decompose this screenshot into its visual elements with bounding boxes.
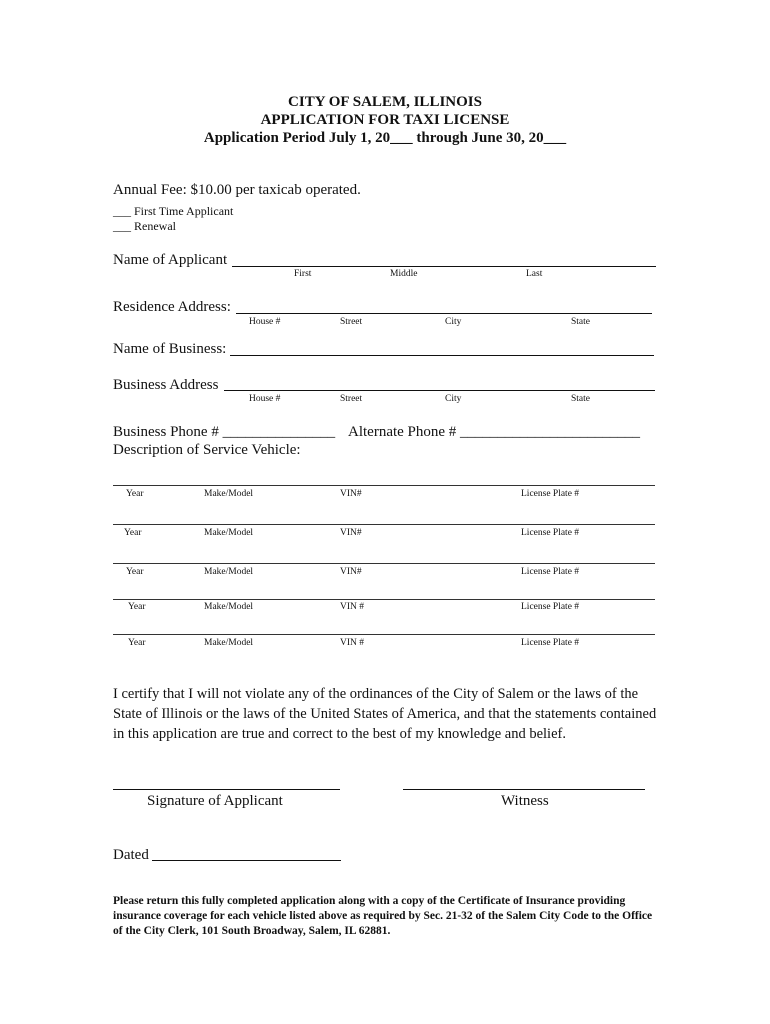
renewal-option[interactable]: ___ Renewal xyxy=(113,219,176,233)
applicant-signature-field[interactable] xyxy=(113,789,340,790)
vehicle-make-model-label: Make/Model xyxy=(204,528,254,538)
vehicle-row-line[interactable] xyxy=(113,485,655,486)
business-name-field[interactable] xyxy=(230,355,654,356)
header-period: Application Period July 1, 20___ through June 30, 20___ xyxy=(203,130,567,146)
vehicle-vin-label: VIN # xyxy=(340,602,365,612)
vehicle-section-title: Description of Service Vehicle: xyxy=(113,442,301,458)
vehicle-vin-label: VIN # xyxy=(340,638,365,648)
business-name-label: Name of Business: xyxy=(113,341,227,357)
last-sublabel: Last xyxy=(526,269,543,279)
header-city: CITY OF SALEM, ILLINOIS xyxy=(288,94,482,110)
residence-state-sublabel: State xyxy=(571,317,590,327)
return-instructions: Please return this fully completed application along with a copy of the Certificate of Insurance providing insurance coverage for each vehicle listed above as required by Sec. 21-32 of the Salem City Code to the Office of the City Clerk, 101 South Broadway, Salem, IL 62881. xyxy=(113,895,653,937)
vehicle-year-label: Year xyxy=(128,602,146,612)
vehicle-plate-label: License Plate # xyxy=(521,602,580,612)
vehicle-make-model-label: Make/Model xyxy=(204,638,254,648)
vehicle-vin-label: VIN# xyxy=(340,528,362,538)
residence-address-field[interactable] xyxy=(236,313,652,314)
vehicle-row-line[interactable] xyxy=(113,634,655,635)
first-sublabel: First xyxy=(294,269,312,279)
vehicle-plate-label: License Plate # xyxy=(521,489,580,499)
applicant-name-field[interactable] xyxy=(232,266,656,267)
vehicle-year-label: Year xyxy=(126,567,144,577)
vehicle-year-label: Year xyxy=(126,489,144,499)
business-city-sublabel: City xyxy=(445,394,462,404)
vehicle-vin-label: VIN# xyxy=(340,567,362,577)
residence-address-label: Residence Address: xyxy=(113,299,231,315)
business-address-field[interactable] xyxy=(224,390,655,391)
witness-label: Witness xyxy=(501,793,549,809)
applicant-name-label: Name of Applicant xyxy=(113,252,228,268)
residence-city-sublabel: City xyxy=(445,317,462,327)
annual-fee: Annual Fee: $10.00 per taxicab operated. xyxy=(113,182,361,198)
certification-statement: I certify that I will not violate any of the ordinances of the City of Salem or the laws of the State of Illinois or the laws of the United States of America, and that the statements contained in this application are true and correct to the best of my knowledge and belief. xyxy=(113,686,657,742)
witness-signature-field[interactable] xyxy=(403,789,645,790)
vehicle-plate-label: License Plate # xyxy=(521,528,580,538)
vehicle-make-model-label: Make/Model xyxy=(204,489,254,499)
vehicle-row-line[interactable] xyxy=(113,599,655,600)
business-house-sublabel: House # xyxy=(249,394,281,404)
business-address-label: Business Address xyxy=(113,377,219,393)
business-state-sublabel: State xyxy=(571,394,590,404)
signature-of-applicant-label: Signature of Applicant xyxy=(147,793,283,809)
vehicle-year-label: Year xyxy=(128,638,146,648)
vehicle-plate-label: License Plate # xyxy=(521,567,580,577)
vehicle-row-line[interactable] xyxy=(113,563,655,564)
first-time-applicant-option[interactable]: ___ First Time Applicant xyxy=(113,204,234,218)
business-phone-field[interactable]: Business Phone # _______________ xyxy=(113,424,336,440)
residence-house-sublabel: House # xyxy=(249,317,281,327)
vehicle-make-model-label: Make/Model xyxy=(204,567,254,577)
vehicle-vin-label: VIN# xyxy=(340,489,362,499)
residence-street-sublabel: Street xyxy=(340,317,363,327)
vehicle-year-label: Year xyxy=(124,528,142,538)
dated-label: Dated xyxy=(113,847,149,863)
vehicle-plate-label: License Plate # xyxy=(521,638,580,648)
alternate-phone-field[interactable]: Alternate Phone # ________________________ xyxy=(348,424,641,440)
date-field[interactable] xyxy=(152,860,341,861)
vehicle-make-model-label: Make/Model xyxy=(204,602,254,612)
business-street-sublabel: Street xyxy=(340,394,363,404)
vehicle-row-line[interactable] xyxy=(113,524,655,525)
middle-sublabel: Middle xyxy=(390,269,418,279)
header-form-title: APPLICATION FOR TAXI LICENSE xyxy=(260,112,510,128)
